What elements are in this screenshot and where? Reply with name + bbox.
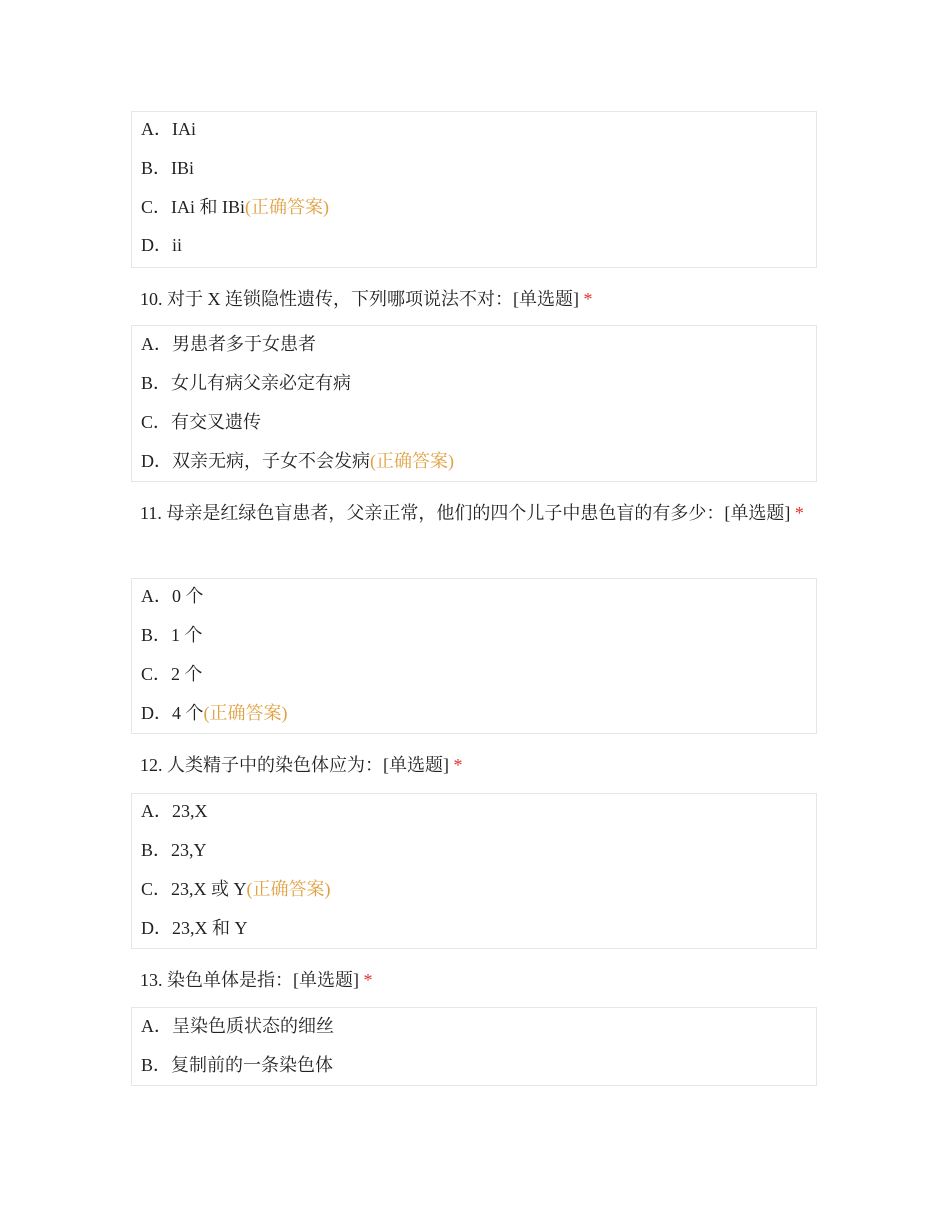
q12-options-box bbox=[131, 793, 817, 949]
q11-option-a: A．0 个 bbox=[141, 586, 204, 606]
q12-title: 12. 人类精子中的染色体应为：[单选题] * bbox=[140, 755, 463, 775]
q11-options-box bbox=[131, 578, 817, 734]
correct-answer-tag: (正确答案) bbox=[370, 451, 454, 471]
correct-answer-tag: (正确答案) bbox=[203, 703, 288, 723]
q10-option-b: B．女儿有病父亲必定有病 bbox=[141, 373, 352, 393]
required-mark: * bbox=[453, 755, 463, 775]
q9-options-box bbox=[131, 111, 817, 268]
q10-option-d: D．双亲无病，子女不会发病(正确答案) bbox=[141, 451, 454, 471]
q10-option-c: C．有交叉遗传 bbox=[141, 412, 262, 432]
q13-option-a: A．呈染色质状态的细丝 bbox=[141, 1016, 334, 1036]
q12-option-b: B．23,Y bbox=[141, 840, 207, 860]
q12-option-d: D．23,X 和 Y bbox=[141, 918, 248, 938]
q13-title: 13. 染色单体是指：[单选题] * bbox=[140, 970, 373, 990]
q9-option-c: C．IAi 和 IBi(正确答案) bbox=[141, 197, 330, 217]
q11-option-b: B．1 个 bbox=[141, 625, 203, 645]
q11-title: 11. 母亲是红绿色盲患者，父亲正常，他们的四个儿子中患色盲的有多少：[单选题] * bbox=[140, 503, 804, 523]
q9-option-b: B．IBi bbox=[141, 158, 195, 178]
q13-options-box bbox=[131, 1007, 817, 1086]
correct-answer-tag: (正确答案) bbox=[245, 197, 330, 217]
q11-option-d: D．4 个(正确答案) bbox=[141, 703, 288, 723]
required-mark: * bbox=[583, 289, 593, 309]
required-mark: * bbox=[794, 503, 804, 523]
q10-options-box bbox=[131, 325, 817, 482]
q9-option-a: A．IAi bbox=[141, 119, 196, 139]
q10-option-a: A．男患者多于女患者 bbox=[141, 334, 316, 354]
required-mark: * bbox=[363, 970, 373, 990]
q9-option-d: D．ii bbox=[141, 235, 183, 255]
q10-title: 10. 对于 X 连锁隐性遗传，下列哪项说法不对：[单选题] * bbox=[140, 289, 593, 309]
q11-option-c: C．2 个 bbox=[141, 664, 203, 684]
q12-option-c: C．23,X 或 Y(正确答案) bbox=[141, 879, 331, 899]
q13-option-b: B．复制前的一条染色体 bbox=[141, 1055, 334, 1075]
correct-answer-tag: (正确答案) bbox=[246, 879, 331, 899]
q12-option-a: A．23,X bbox=[141, 801, 208, 821]
